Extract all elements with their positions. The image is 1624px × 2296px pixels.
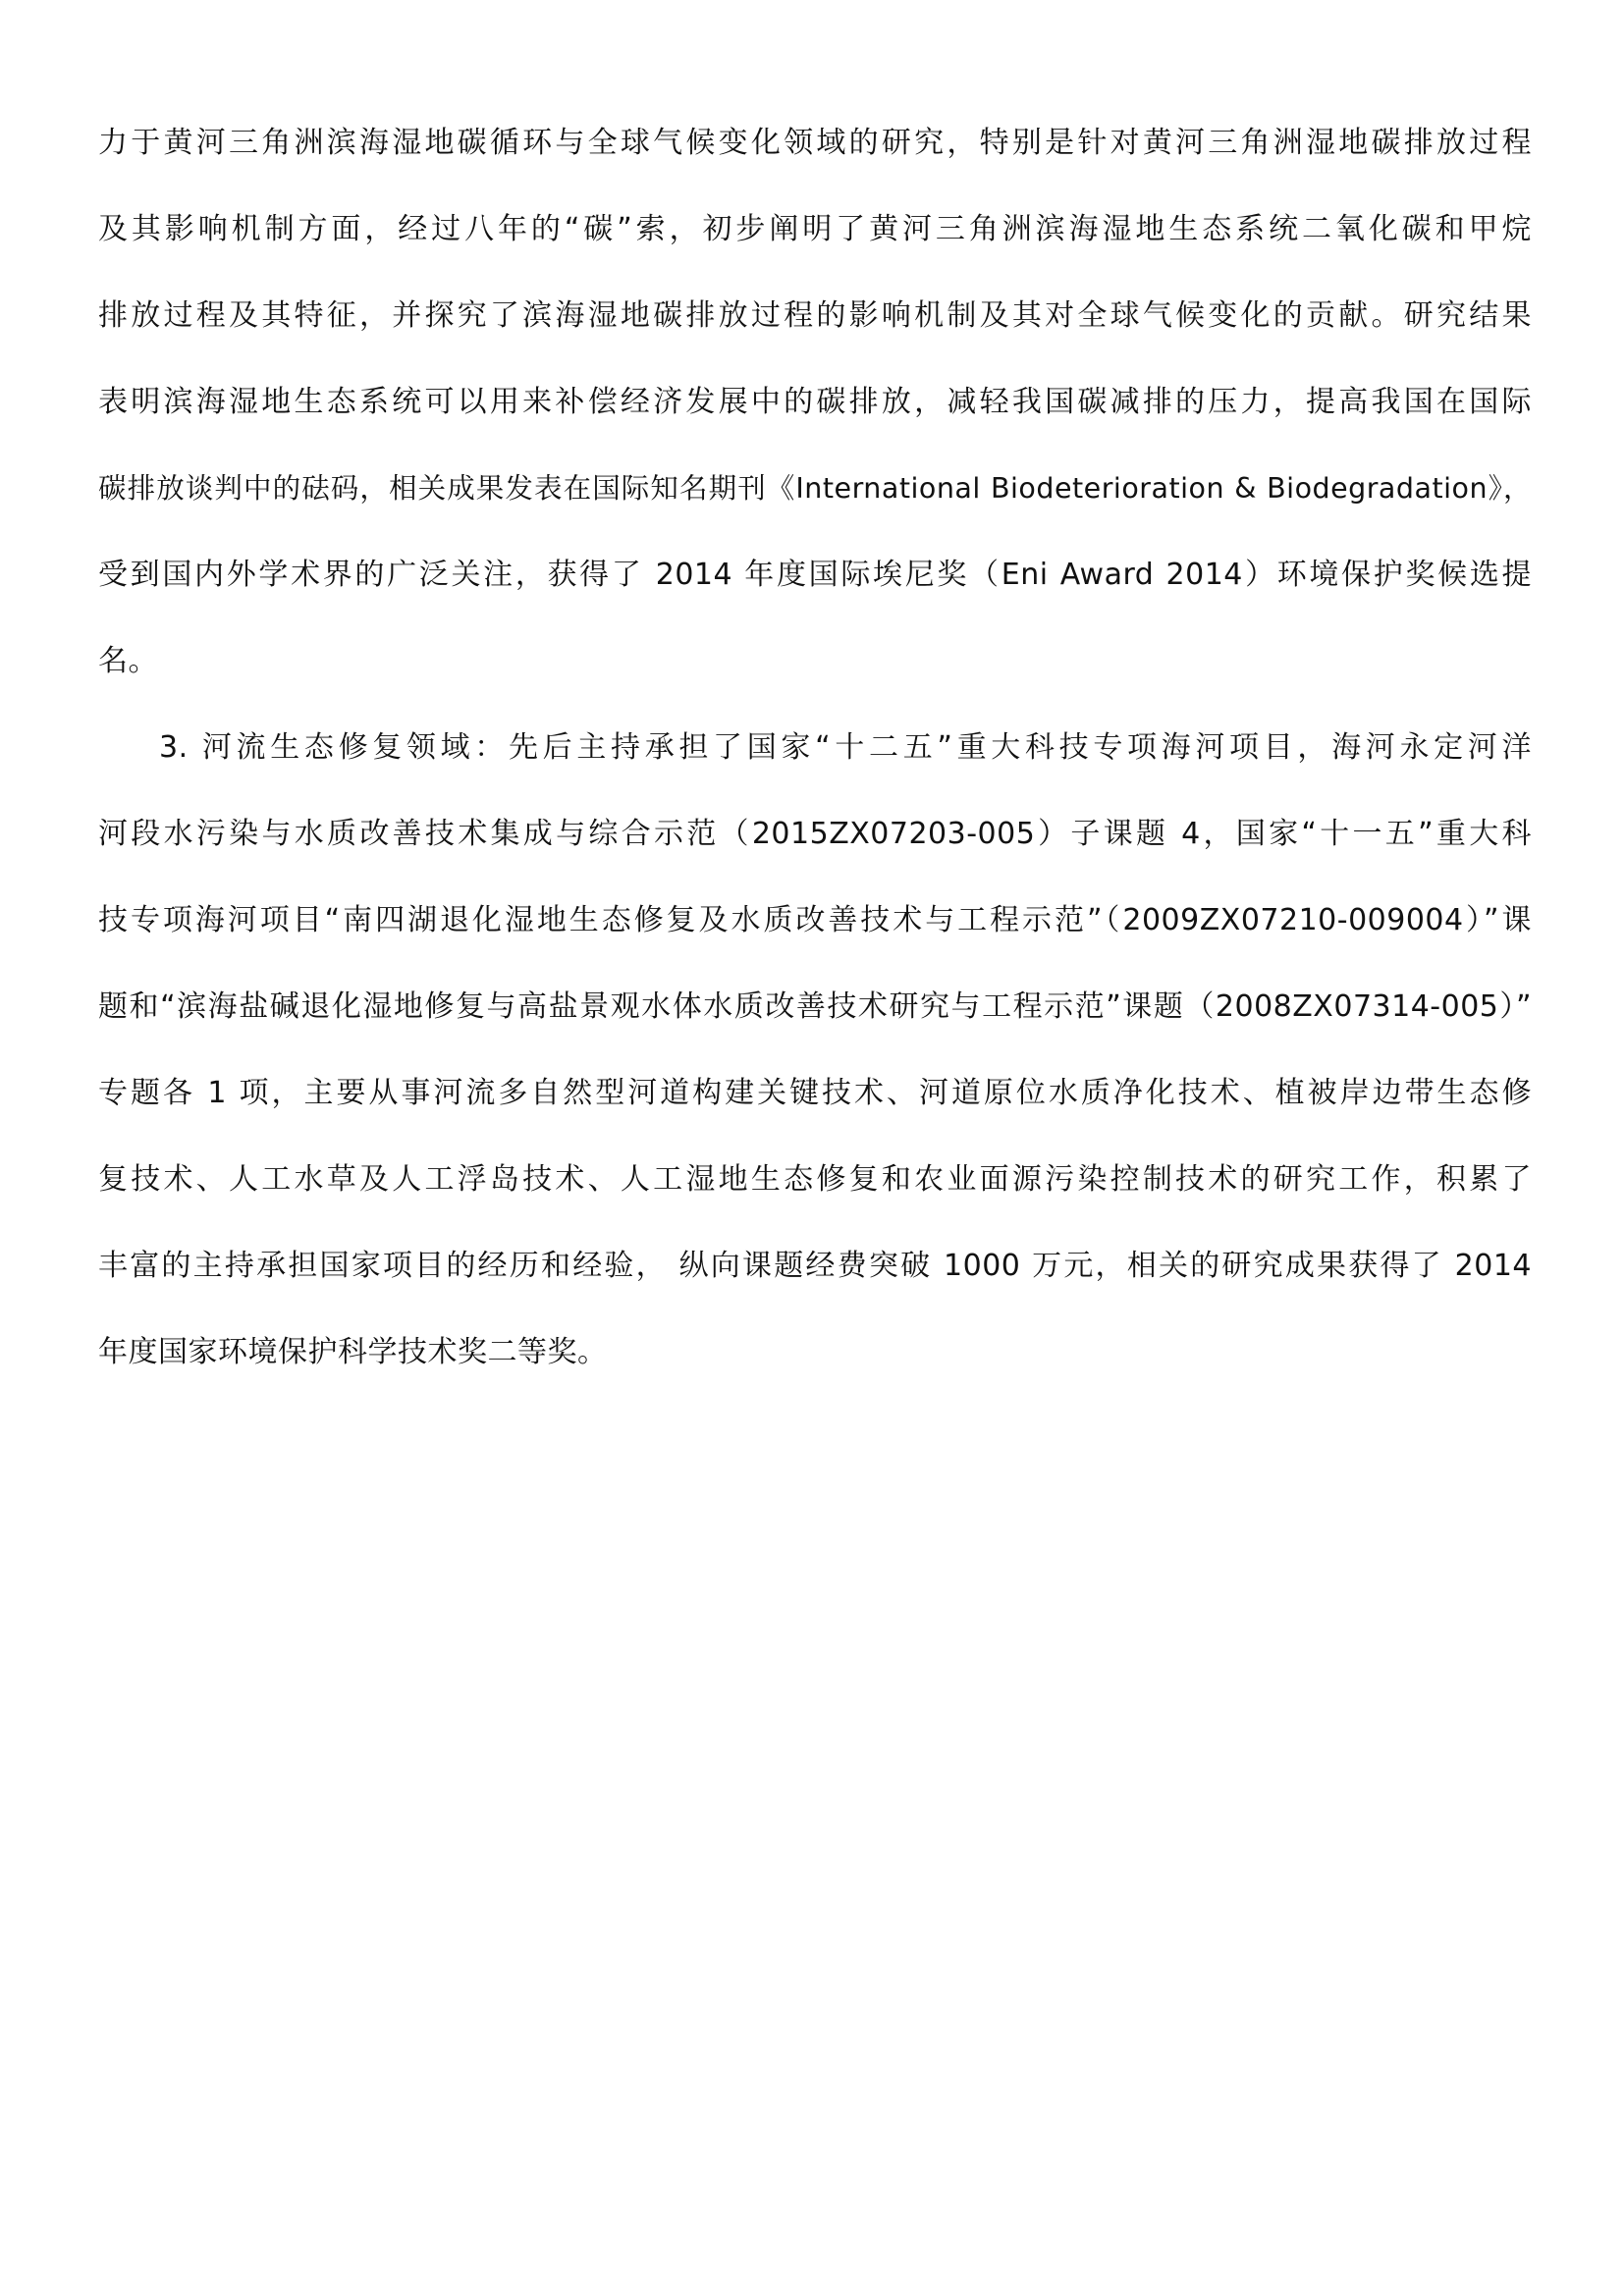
text-line-11: 题和“滨海盐碱退化湿地修复与高盐景观水体水质改善技术研究与工程示范”课题（2008ZX07314-005）” [98,989,1532,1024]
text-line-4: 表明滨海湿地生态系统可以用来补偿经济发展中的碳排放，减轻我国碳减排的压力，提高我国在国际 [98,385,1532,419]
text-line-12: 专题各 1 项，主要从事河流多自然型河道构建关键技术、河道原位水质净化技术、植被岸边带生态修 [98,1076,1532,1110]
text-line-2: 及其影响机制方面，经过八年的“碳”索，初步阐明了黄河三角洲滨海湿地生态系统二氧化碳和甲烷 [98,212,1532,246]
text-line-15: 年度国家环境保护科学技术奖二等奖。 [98,1335,608,1369]
text-line-9: 河段水污染与水质改善技术集成与综合示范（2015ZX07203-005）子课题 4，国家“十一五”重大科 [98,817,1532,851]
text-line-6: 受到国内外学术界的广泛关注，获得了 2014 年度国际埃尼奖（Eni Award 2014）环境保护奖候选提 [98,558,1532,592]
text-line-5: 碳排放谈判中的砝码，相关成果发表在国际知名期刊《International Biodeterioration & Biodegradation》， [98,472,1532,505]
text-line-13: 复技术、人工水草及人工浮岛技术、人工湿地生态修复和农业面源污染控制技术的研究工作，积累了 [98,1162,1532,1197]
text-line-10: 技专项海河项目“南四湖退化湿地生态修复及水质改善技术与工程示范”（2009ZX07210-009004）”课 [98,903,1532,937]
section-3-heading-line: 3. 河流生态修复领域：先后主持承担了国家“十二五”重大科技专项海河项目，海河永定河洋 [159,730,1532,765]
text-line-14: 丰富的主持承担国家项目的经历和经验， 纵向课题经费突破 1000 万元，相关的研究成果获得了 2014 [98,1249,1532,1283]
text-line-1: 力于黄河三角洲滨海湿地碳循环与全球气候变化领域的研究，特别是针对黄河三角洲湿地碳排放过程 [98,126,1532,160]
text-line-7: 名。 [98,644,158,678]
text-line-3: 排放过程及其特征，并探究了滨海湿地碳排放过程的影响机制及其对全球气候变化的贡献。研究结果 [98,298,1532,333]
